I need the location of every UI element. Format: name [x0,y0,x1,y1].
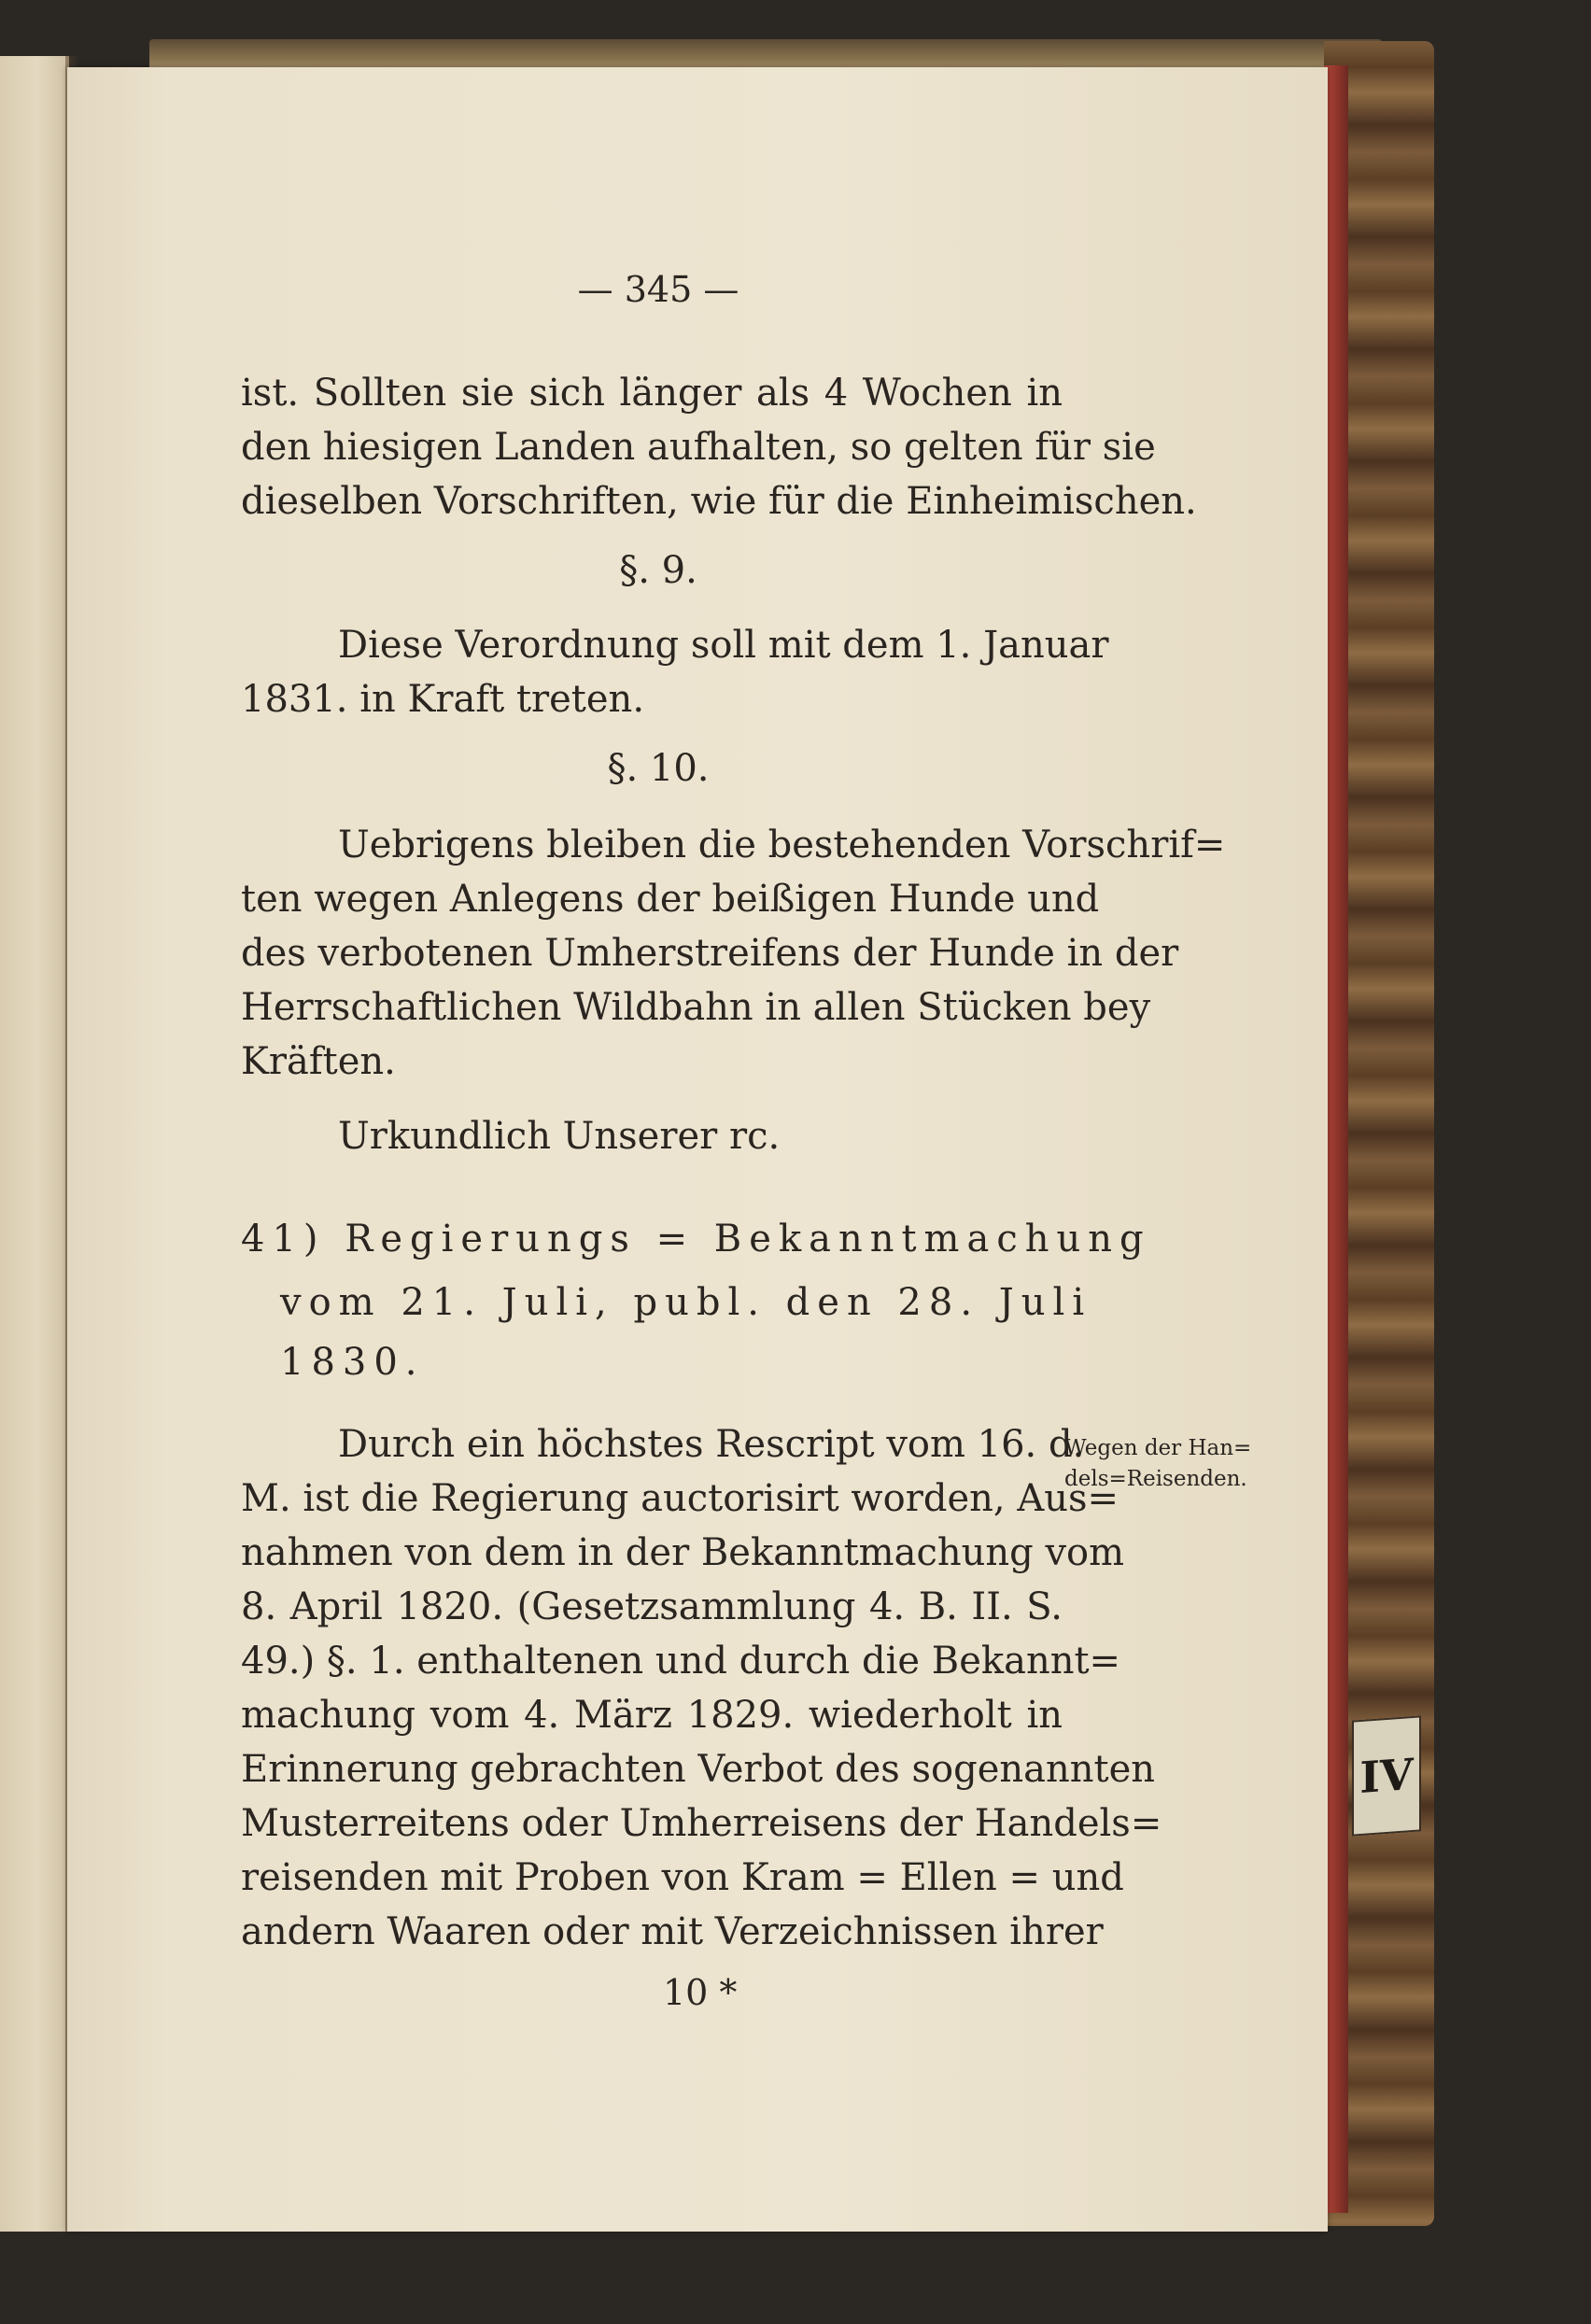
intro-line-2: den hiesigen Landen aufhalten, so gelten für sie [241,426,1156,469]
notice-line-3: 1830. [280,1341,425,1384]
body-line-1: Durch ein höchstes Rescript vom 16. d. [338,1423,1085,1466]
body-line-9: reisenden mit Proben von Kram = Ellen = und [241,1856,1124,1899]
notice-line-1: 41) Regierungs = Bekanntmachung [241,1218,1151,1261]
section-10-line-4: Herrschaftlichen Wildbahn in allen Stücken bey [241,986,1151,1029]
signature-mark: 10 * [663,1972,738,2013]
margin-note-line-2: dels=Reisenden. [1064,1467,1247,1491]
section-10-line-3: des verbotenen Umherstreifens der Hunde in der [241,932,1179,975]
closing-formula: Urkundlich Unserer rc. [338,1115,781,1158]
body-line-2: M. ist die Regierung auctorisirt worden, Aus= [241,1477,1119,1520]
index-tab [1352,1715,1421,1836]
body-line-10: andern Waaren oder mit Verzeichnissen ihrer [241,1910,1104,1953]
notice-line-2: vom 21. Juli, publ. den 28. Juli [280,1281,1092,1324]
index-tab-label: IV [1359,1748,1414,1804]
margin-note [1064,1433,1281,1495]
section-10-line-2: ten wegen Anlegens der beißigen Hunde und [241,878,1100,921]
section-10-heading: §. 10. [607,747,710,790]
section-10-line-5: Kräften. [241,1040,396,1083]
body-line-3: nahmen von dem in der Bekanntmachung vom [241,1531,1125,1574]
body-line-8: Musterreitens oder Umherreisens der Handels= [241,1802,1162,1845]
section-9-line-1: Diese Verordnung soll mit dem 1. Januar [338,624,1109,667]
section-9-heading: §. 9. [619,549,697,592]
section-9-line-2: 1831. in Kraft treten. [241,678,645,721]
page-number: — 345 — [577,269,739,310]
margin-note-line-1: Wegen der Han= [1064,1436,1252,1460]
intro-line-3: dieselben Vorschriften, wie für die Einheimischen. [241,480,1197,523]
body-line-6: machung vom 4. März 1829. wiederholt in [241,1694,1063,1737]
body-line-5: 49.) §. 1. enthaltenen und durch die Bekannt= [241,1640,1121,1683]
intro-line-1: ist. Sollten sie sich länger als 4 Wochen in [241,372,1063,415]
section-10-line-1: Uebrigens bleiben die bestehenden Vorschrif= [338,824,1226,866]
body-line-4: 8. April 1820. (Gesetzsammlung 4. B. II. S. [241,1585,1063,1628]
left-page-edge [0,56,69,2232]
body-line-7: Erinnerung gebrachten Verbot des sogenannten [241,1748,1156,1791]
